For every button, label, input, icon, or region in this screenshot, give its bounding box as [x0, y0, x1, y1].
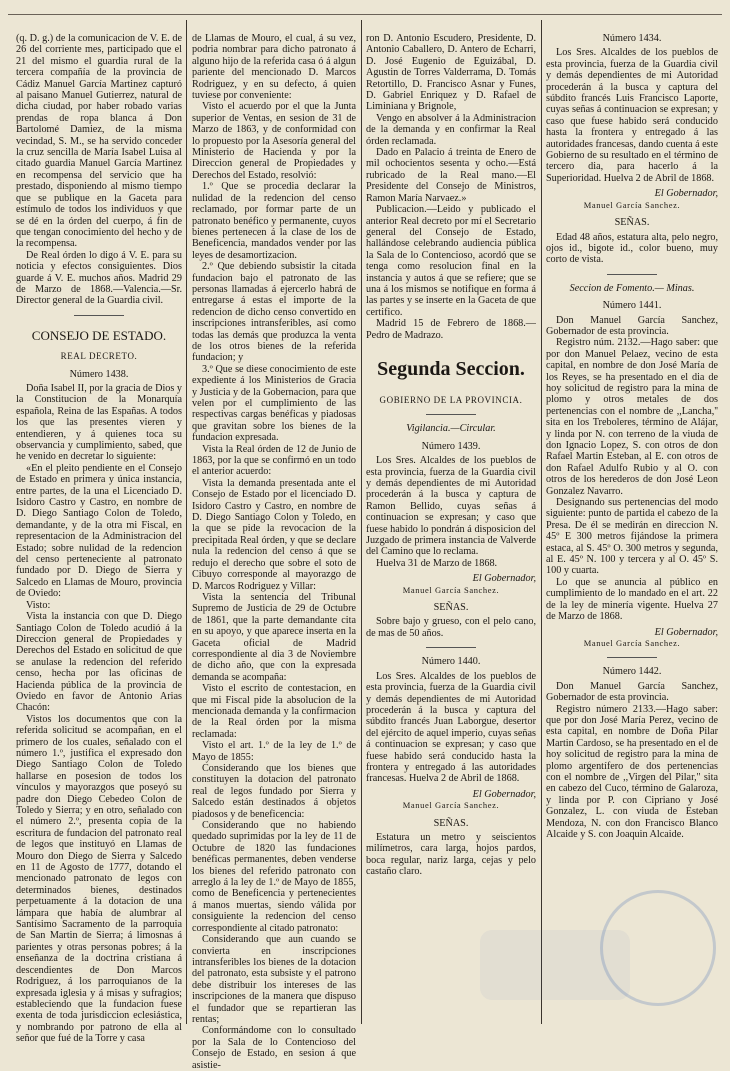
column-divider: [186, 20, 187, 1024]
paragraph: Registro núm. 2132.—Hago saber: que por don Manuel Pelaez, vecino de esta capital, en nombre de don José María de los Reyes, se ha presentado en el dia de hoy solicitud de registro para la mina de plomo y otros metales de dos pertenencias con el nombre de ,,Lancha,'' sita en los Treboleres, término de Alájar, y linda por N. con terreno de la viuda de don Ignacio Lopez, S. con otros de don Rafael Martin Esteban, al E. con otros de don Rafael Adulfo Rubio y al O. con otros de los herederos de don José Leon Gonzalez Navarro.: [546, 337, 718, 497]
signature-name: Manuel García Sanchez.: [583, 637, 681, 648]
paragraph: Estatura un metro y seiscientos milímetros, cara larga, hojos pardos, boca regular, nariz larga, cejas y pelo castaño claro.: [366, 831, 536, 878]
notice-number: Número 1434.: [602, 33, 662, 44]
paragraph: Doña Isabel II, por la gracia de Dios y la Constitucion de la Monarquía española, Reina de las Españas. A todos los que las presentes vieren y entendieren, y á quienes toca su observancia y cumplimiento, sabed, que he venido en decretar lo siguiente:: [16, 382, 182, 463]
paragraph: Considerando que los bienes que constituyen la dotacion del patronato real de legos fundado por Sierra y Salcedo están destinados á objetos piadosos y de beneficencia:: [192, 763, 356, 820]
paragraph: Publicacion.—Leido y publicado el anterior Real decreto por mí el Secretario general del Consejo de Estado, hallándose celebrando audiencia pública la Sala de lo Contencioso, acordó que se tenga como resolucion final en la instancia y autos á que se refiere; que se una á los mismos se notifique en forma á las partes y se inserte en la Gaceta de que certifico.: [366, 204, 536, 318]
subheading: GOBIERNO DE LA PROVINCIA.: [379, 394, 523, 405]
paragraph: Vista la Real órden de 12 de Junio de 1863, por la que se confirmó en un todo el anterior acuerdo:: [192, 443, 356, 478]
column-4: [546, 33, 718, 1018]
signature-name: Manuel García Sanchez.: [402, 584, 500, 595]
paragraph: Edad 48 años, estatura alta, pelo negro, ojos id., bigote id., color bueno, muy corto de vista.: [546, 231, 718, 266]
paragraph: ron D. Antonio Escudero, Presidente, D. Antonio Caballero, D. Antero de Echarri, D. José Eugenio de Eguizábal, D. Agustin de Torres Valderrama, D. Tomás Retortillo, D. Francisco Asnar y Funes, D. Gabriel Enriquez y D. Rafael de Liminiana y Brignole,: [366, 33, 536, 113]
subsection-title: Vigilancia.—Circular.: [406, 423, 496, 435]
paragraph: Visto el acuerdo por el que la Junta superior de Ventas, en sesion de 31 de Marzo de 1863, y de conformidad con lo propuesto por la Asesoría general del Ministerio de Hacienda y por la Direccion general de Propiedades y Derechos del Estado, resolvió:: [192, 101, 356, 181]
paragraph: Los Sres. Alcaldes de los pueblos de esta provincia, fuerza de la Guardia civil y demás dependientes de mi Autoridad procederán á la busca y captura de Ramon Bellido, cuyas señas á continuacion se expresan; y caso que fuese habido lo pondrán á disposicion del Juzgado de primera instancia de Valverde del Camino que lo reclama.: [366, 455, 536, 558]
separator: [74, 315, 124, 316]
paragraph: Sobre bajo y grueso, con el pelo cano, de mas de 50 años.: [366, 616, 536, 639]
library-seal-icon: [600, 890, 716, 1006]
signature-name: Manuel García Sanchez.: [583, 199, 681, 210]
paragraph: Madrid 15 de Febrero de 1868.—Pedro de Madrazo.: [366, 318, 536, 341]
senas-heading: SEÑAS.: [614, 217, 650, 229]
column-divider: [361, 20, 362, 1024]
paragraph: Huelva 31 de Marzo de 1868.: [376, 557, 498, 569]
separator: [426, 414, 476, 415]
paragraph: 1.º Que se procedia declarar la nulidad de la redencion del censo reclamado, por formar parte de un patronato benéfico y permanente, cuyos bienes pertenecen á la clase de los de Beneficencia, mandados vender por las leyes de desamortizacion.: [192, 181, 356, 261]
notice-number: Número 1438.: [69, 368, 129, 380]
paragraph: Vista la demanda presentada ante el Consejo de Estado por el licenciado D. Isidoro Castro y Castro, en nombre de D. Diego Santiago Colon y Toledo, en la que se pide la revocacion de la precipitada Real órden, y que se declare nula la redencion del censo á que se redujo el derecho que sobre el soto de Cibuyo corresponde al mayorazgo de D. Marcos Rodriguez y Villar:: [192, 477, 356, 592]
paragraph: Vista la instancia con que D. Diego Santiago Colon de Toledo acudió á la Direccion general de Propiedades y Derechos del Estado en solicitud de que se anulase la redencion del referido censo, hecha por las oficinas de Hacienda pública de la provincia de Oviedo en favor de Antonio Arias Chacón:: [16, 611, 182, 714]
top-rule: [8, 14, 722, 15]
paragraph: Los Sres. Alcaldes de los pueblos de esta provincia, fuerza de la Guardia civil y demás dependientes de mi Autoridad procederán á la busca y captura del súbdito francés Luis Francisco Laporte, cuyas señas á continuacion se expresan; y caso que fuese habido será conducido hasta la frontera y entregado á las autoridades francesas, dando cuenta á este Gobierno de su resultado en el término de tercero dia, para hacerlo á la Superioridad. Huelva 2 de Abril de 1868.: [546, 47, 718, 184]
paragraph: Conformándome con lo consultado por la Sala de lo Contencioso del Consejo de Estado, en sesion á que asistie-: [192, 1025, 356, 1071]
paragraph: Vista la sentencia del Tribunal Supremo de Justicia de 29 de Octubre de 1861, que la parte demandante cita en su apoyo, y que aparece inserta en la Gaceta oficial de Madrid correspondiente al dia 3 de Noviembre de dicho año, que con la expresada demanda se acompaña:: [192, 591, 356, 683]
paragraph: Dado en Palacio á treinta de Enero de mil ochocientos sesenta y ocho.—Está rubricado de la Real mano.—El Presidente del Consejo de Ministros, Ramon María Narvaez.»: [366, 147, 536, 204]
senas-heading: SEÑAS.: [433, 817, 469, 829]
subsection-title: Seccion de Fomento.— Minas.: [569, 282, 695, 294]
paragraph: Don Manuel García Sanchez, Gobernador de esta provincia.: [546, 680, 718, 704]
paragraph: Los Sres. Alcaldes de los pueblos de esta provincia, fuerza de la Guardia civil y demás dependientes de mi Autoridad procederán á la busca y captura del súbdito francés Juan Laborgue, desertor del ejército de aquel imperio, cuyas señas á continuacion se expresan; y caso que fuese habido será conducido hasta la frontera y entregado á las autoridades francesas. Huelva 2 de Abril de 1868.: [366, 670, 536, 785]
paragraph: Don Manuel García Sanchez, Gobernador de esta provincia.: [546, 314, 718, 337]
paragraph: (q. D. g.) de la comunicacion de V. E. de 26 del corriente mes, participado que el 21 del mismo el guardia rural de la tercera compañía de la provincia de Cádiz Manuel García Martinez capturó al paisano Manuel Gutierrez, natural de dicha ciudad, por haber robado varias prendas de ropa blanca á Don Bartolomé Damiez, de la misma vecindad, S. M., se ha servido conceder la cruz sencilla de María Isabel Luisa al citado guardia Manuel García Martinez en recompensa del servicio que ha prestado, disponiendo al mismo tiempo que se publique en la Gaceta para estímulo de todos los individuos y que se dé en la órden del cuerpo, á fin de que tengan conocimiento del hecho y de la recompensa.: [16, 33, 182, 250]
paragraph: 3.º Que se diese conocimiento de este expediente á los Ministerios de Gracia y Justicia y de la Gobernacion, para que velen por el cumplimiento de las respectivas cargas benéficas y piadosas que gravitan sobre los bienes de la fundacion expresada.: [192, 363, 356, 444]
paragraph: 2.º Que debiendo subsistir la citada fundacion bajo el patronato de las personas llamadas á ejercerlo habrá de entregarse á estas el importe de la redencion de dicho censo convertido en inscripciones intransferibles, así como todas las demás que produzca la venta de los otros bienes de la referida fundacion; y: [192, 261, 356, 364]
paragraph: Registro número 2133.—Hago saber: que por don José María Perez, vecino de esta capital, en nombre de Doña Pilar Martin Cardoso, se ha presentado en el de hoy solicitud de registro para la mina de plomo argentífero de dos pertenencias con el nombre de ,,Virgen del Pilar,'' sita en cabezo del Cuco, término de Galaroza, y linda por P. con Cipriano y José Gonzalez, L. con viuda de Esteban Mendoza, N. con don Francisco Blanco Alcaide y S. con Joaquin Alcaide.: [546, 703, 718, 840]
paragraph: Visto el escrito de contestacion, en que mi Fiscal pide la absolucion de la mencionada demanda y la confirmacion de la Real órden por la misma reclamada:: [192, 683, 356, 740]
column-3: [366, 33, 536, 1018]
notice-number: Número 1440.: [421, 656, 481, 668]
section-title: Segunda Seccion.: [377, 357, 525, 380]
subheading: REAL DECRETO.: [60, 351, 138, 362]
column-1: [16, 33, 182, 1045]
paragraph: «En el pleito pendiente en el Consejo de Estado en primera y única instancia, entre partes, de la una el Licenciado D. Isidoro Castro y Castro, en nombre de D. Diego Santiago Colon de Toledo, demandante, y de la otra mi Fiscal, en representacion de la Administracion del Estado; sobre nulidad de la redencion del censo perteneciente al patronato fundado por D. Diego de Sierra y Salcedo en Llamas de Mouro, provincia de Oviedo:: [16, 462, 182, 600]
paragraph: Visto el art. 1.º de la ley de 1.º de Mayo de 1855:: [192, 740, 356, 763]
paragraph: Considerando que no habiendo quedado suprimidas por la ley de 11 de Octubre de 1820 las fundaciones benéficas permanentes, deben venderse los bienes del referido patronato con arreglo á la ley de 1.º de Mayo de 1855, como de Beneficencia y pertenecientes á manos muertas, siendo válida por consiguiente la redencion del censo correspondiente al citado patronato:: [192, 820, 356, 934]
signature-label: El Gobernador,: [472, 788, 536, 800]
paragraph: Vistos los documentos que con la referida solicitud se acompañan, en el primero de los cuales, señalado con el número 1.º, justifica el expresado don Diego Santiago Colon de Toledo hallarse en posesion de todos los vínculos y mayorazgos que poseyó su padre don Diego Cebedeo Colon de Toledo y Sierra; y en otro, señalado con el número 2.º, presenta copia de la escritura de fundacion del patronato real de legos que instituyó en Llamas de Mouro don Diego de Sierra y Salcedo en 11 de Agosto de 1777, dotando el mencionado patronato de legos con determinados bienes, destinados perpetuamente á la dotacion de una lámpara que había de alumbrar al Santísimo Sacramento de la parroquia de San Martin de Sierra; á limosnas á parientes y otras personas pobres; á la enseñanza de la doctrina cristiana á descendientes de Don Marcos Rodriguez, á los parroquianos de la expresada iglesia y á misas y sufragios; estableciendo que la fundacion fuese exenta de toda jurisdiccion eclesiástica, y nombrando por patrono de ella al señor que fué de la Torre y casa: [16, 713, 182, 1045]
separator: [607, 274, 657, 275]
senas-heading: SEÑAS.: [433, 602, 469, 614]
paragraph: Visto:: [26, 599, 51, 611]
paragraph: Considerando que aun cuando se convierta en inscripciones intransferibles los bienes de la dotacion del patronato, esta subsiste y el patrono debe distribuir los intereses de las inscripciones de la manera que dispuso el fundador que se repartieran las rentas;: [192, 934, 356, 1025]
signature-label: El Gobernador,: [654, 626, 718, 638]
section-heading: CONSEJO DE ESTADO.: [31, 327, 167, 343]
column-2: [192, 33, 356, 1071]
separator: [426, 647, 476, 648]
column-divider: [541, 20, 542, 1024]
signature-label: El Gobernador,: [654, 188, 718, 200]
paragraph: Lo que se anuncia al público en cumplimiento de lo mandado en el art. 22 de la ley de minería vigente. Huelva 27 de Marzo de 1868.: [546, 576, 718, 623]
separator: [607, 657, 657, 658]
paragraph: Vengo en absolver á la Administracion de la demanda y en confirmar la Real órden reclamada.: [366, 112, 536, 147]
notice-number: Número 1439.: [421, 440, 481, 452]
signature-label: El Gobernador,: [472, 573, 536, 585]
paragraph: De Real órden lo digo á V. E. para su noticia y efectos consiguientes. Dios guarde á V. E. muchos años. Madrid 29 de Marzo de 1868.—Valencia.—Sr. Director general de la Guardia civil.: [16, 249, 182, 307]
notice-number: Número 1441.: [602, 300, 662, 312]
signature-name: Manuel García Sanchez.: [402, 800, 500, 811]
paragraph: de Llamas de Mouro, el cual, á su vez, podria nombrar para dicho patronato á alguno hijo de la referida casa ó á algun pariente del mencionado D. Marcos Rodriguez, y en su defecto, á quien tuviese por conveniente:: [192, 33, 356, 102]
paragraph: Designando sus pertenencias del modo siguiente: punto de partida el cabezo de la Presa. De él se medirán en direccion N. 45º E 300 metros fijándose la primera estaca, al S. 45º O. 300 metros y segunda, al E. 45º N. 100 y tercera y al O. 45º S. 100 y cuarta.: [546, 497, 718, 577]
notice-number: Número 1442.: [602, 666, 662, 678]
